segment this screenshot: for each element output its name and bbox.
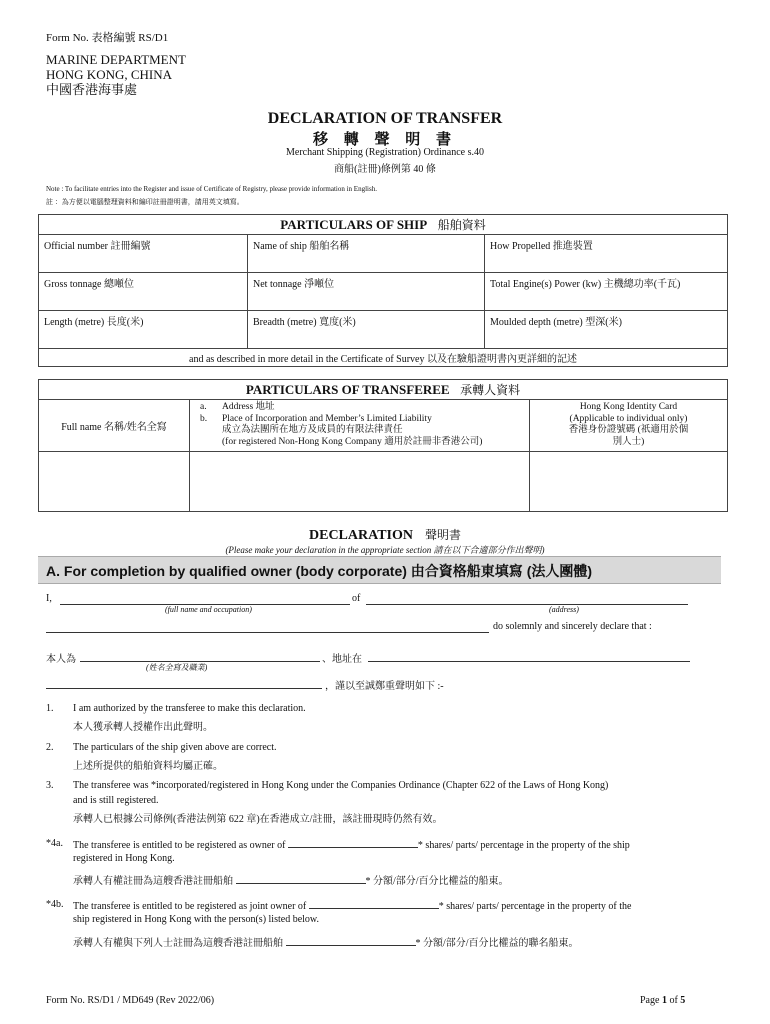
transferee-address-input[interactable] (190, 452, 530, 512)
item-2-text: The particulars of the ship given above are correct. (73, 742, 277, 753)
transferee-full-name-input[interactable] (39, 452, 190, 512)
ordinance-reference-zh: 商船(註冊)條例第 40 條 (334, 164, 436, 175)
item-4a-line-zh: 承轉人有權註冊為這艘香港註冊船舶 * 分額/部分/百分比權益的船東。 (73, 876, 509, 887)
gross-tonnage-field[interactable]: Gross tonnage 總噸位 (39, 273, 248, 311)
declarant-address-zh-input[interactable] (368, 650, 690, 662)
item-1-text-zh: 本人獲承轉人授權作出此聲明。 (73, 722, 213, 733)
declarant-name-input[interactable] (60, 593, 350, 605)
item-4b-number: *4b. (46, 899, 64, 910)
page-title: DECLARATION OF TRANSFER (267, 110, 503, 127)
declaration-heading: DECLARATION 聲明書 (309, 528, 461, 543)
footer-form-reference: Form No. RS/D1 / MD649 (Rev 2022/06) (46, 995, 215, 1006)
item-4a-number: *4a. (46, 838, 63, 849)
transferee-section-heading: PARTICULARS OF TRANSFEREE (245, 382, 450, 397)
note-en: Note : To facilitate entries into the Register and issue of Certificate of Registry, please provide information in English. (46, 185, 377, 193)
of-label: of (352, 593, 361, 604)
transferee-particulars-table (38, 379, 728, 512)
zh-address-label: 、地址在 (322, 654, 362, 665)
item-3-number: 3. (46, 780, 54, 791)
how-propelled-field[interactable]: How Propelled 推進裝置 (485, 235, 728, 273)
fullname-hint: (full name and occupation) (165, 605, 252, 614)
address-hint: (address) (549, 605, 579, 614)
official-number-field[interactable]: Official number 註冊編號 (39, 235, 248, 273)
address-header: a. Address 地址 b. Place of Incorporation and Member’s Limited Liability 成立為法團所在地方及成員的有限法律責任 (for registered Non-Hong Kong Company 適用於註冊非香港公司) (190, 400, 530, 452)
item-4a-line: The transferee is entitled to be registered as owner of * shares/ parts/ percentage in the property of the ship (73, 840, 630, 851)
item-4b-line-zh: 承轉人有權與下列人士註冊為這艘香港註冊船舶 * 分額/部分/百分比權益的聯名船東。 (73, 938, 579, 949)
transferee-hkid-input[interactable] (530, 452, 728, 512)
ship-section-heading-zh: 船舶資料 (437, 218, 486, 232)
declarant-name-zh-input[interactable] (80, 650, 320, 662)
declarant-address-zh-continued-input[interactable] (46, 677, 322, 689)
item-1-number: 1. (46, 703, 54, 714)
section-a-title: A. For completion by qualified owner (body corporate) 由合資格船東填寫 (法人團體) (46, 563, 593, 579)
i-label: I, (46, 593, 52, 604)
page-indicator: Page 1 of 5 (640, 995, 686, 1006)
item-4a-shares-zh-input[interactable] (236, 874, 366, 884)
item-4a-text-cont: registered in Hong Kong. (73, 853, 175, 864)
item-4b-shares-input[interactable] (309, 899, 439, 909)
declarant-address-input[interactable] (366, 593, 688, 605)
zh-person-label: 本人為 (46, 654, 76, 665)
form-number: Form No. 表格編號 RS/D1 (46, 32, 169, 44)
zh-solemnly-text: ，謹以至誠鄭重聲明如下 :- (325, 681, 444, 692)
zh-name-hint: (姓名全寫及職業) (146, 663, 208, 672)
item-1-text: I am authorized by the transferee to make this declaration. (73, 703, 306, 714)
ship-particulars-table (38, 214, 728, 367)
survey-certificate-note: and as described in more detail in the Certificate of Survey 以及在驗船證明書內更詳細的記述 (39, 349, 728, 367)
section-a-banner (38, 556, 721, 584)
page-title-zh: 移 轉 聲 明 書 (312, 132, 457, 148)
item-4a-shares-input[interactable] (288, 838, 418, 848)
department-name-zh: 中國香港海事處 (46, 82, 138, 97)
moulded-depth-field[interactable]: Moulded depth (metre) 型深(米) (485, 311, 728, 349)
item-4b-line: The transferee is entitled to be registered as joint owner of * shares/ parts/ percentage in the property of the (73, 901, 632, 912)
ship-name-field[interactable]: Name of ship 船舶名稱 (248, 235, 485, 273)
item-4b-shares-zh-input[interactable] (286, 936, 416, 946)
note-zh: 註 ：為方便以電腦整理資料和編印註冊證明書，請用英文填寫。 (46, 198, 244, 206)
breadth-field[interactable]: Breadth (metre) 寬度(米) (248, 311, 485, 349)
transferee-section-heading-zh: 承轉人資料 (460, 383, 521, 397)
ship-section-heading: PARTICULARS OF SHIP (280, 217, 428, 232)
full-name-header: Full name 名稱/姓名全寫 (39, 400, 190, 452)
item-2-text-zh: 上述所提供的船舶資料均屬正確。 (73, 761, 223, 772)
length-field[interactable]: Length (metre) 長度(米) (39, 311, 248, 349)
item-2-number: 2. (46, 742, 54, 753)
item-3-text-zh: 承轉人已根據公司條例(香港法例第 622 章)在香港成立/註冊，該註冊現時仍然有效。 (73, 814, 443, 825)
department-location: HONG KONG, CHINA (46, 67, 173, 82)
solemnly-declare-text: do solemnly and sincerely declare that : (493, 621, 652, 632)
declarant-address-continued-input[interactable] (46, 621, 489, 633)
hkid-header: Hong Kong Identity Card (Applicable to individual only) 香港身份證號碼 (祇適用於個 別人士) (530, 400, 728, 452)
department-name: MARINE DEPARTMENT (46, 52, 186, 67)
item-3-text: The transferee was *incorporated/registered in Hong Kong under the Companies Ordinance (Chapter 622 of the Laws of Hong Kong) (73, 780, 609, 791)
item-3-text-cont: and is still registered. (73, 795, 159, 806)
engine-power-field[interactable]: Total Engine(s) Power (kw) 主機總功率(千瓦) (485, 273, 728, 311)
net-tonnage-field[interactable]: Net tonnage 淨噸位 (248, 273, 485, 311)
declaration-instruction: (Please make your declaration in the appropriate section 請在以下合適部分作出聲明) (225, 545, 545, 555)
ordinance-reference: Merchant Shipping (Registration) Ordinance s.40 (285, 147, 484, 158)
item-4b-text-cont: ship registered in Hong Kong with the person(s) listed below. (73, 914, 319, 925)
